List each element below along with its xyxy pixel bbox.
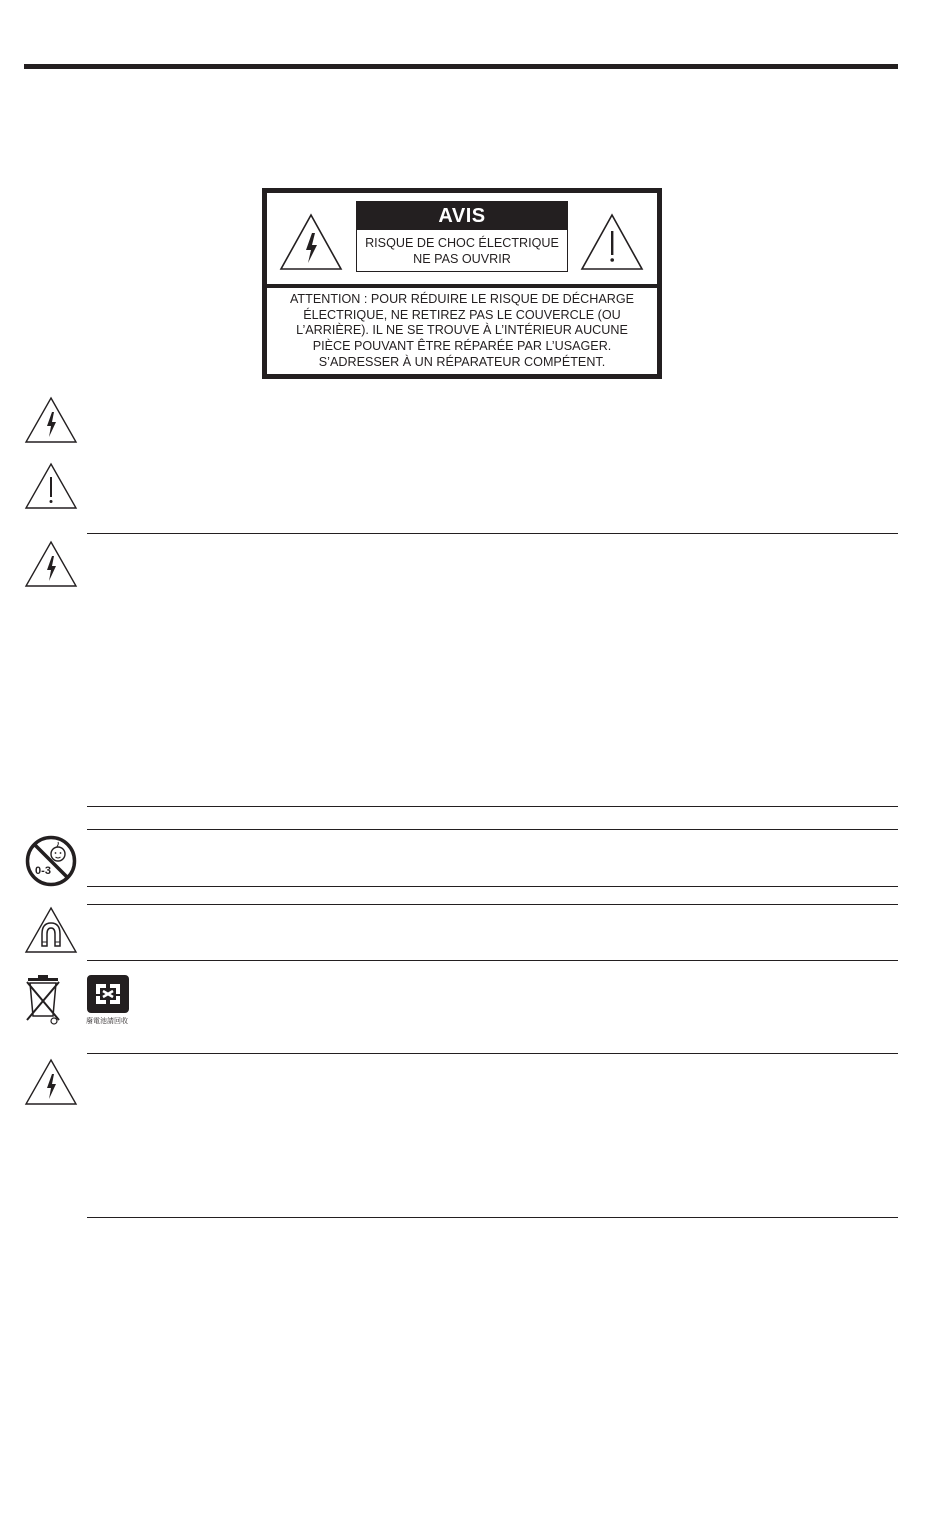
section-divider [87,1217,898,1218]
section-divider [87,960,898,961]
lightning-warning-icon [24,540,78,588]
caution-line: S’ADRESSER À UN RÉPARATEUR COMPÉTENT. [318,354,606,369]
caution-line: ATTENTION : POUR RÉDUIRE LE RISQUE DE DÉCHARGE [289,292,635,306]
age-range-badge: 0-3 [35,865,51,877]
section-divider [87,886,898,887]
section-divider [87,806,898,807]
caution-line: L’ARRIÈRE). IL NE SE TROUVE À L’INTÉRIEUR AUCUNE [296,323,628,338]
avis-panel [356,201,568,272]
section-divider [87,904,898,905]
lightning-warning-icon [24,396,78,444]
lightning-warning-icon [279,213,343,271]
avis-subtitle-line1: RISQUE DE CHOC ÉLECTRIQUE [365,236,559,250]
exclamation-warning-icon [580,213,644,271]
warning-label-divider [267,284,657,288]
magnet-warning-icon [24,906,78,954]
exclamation-warning-icon [24,462,78,510]
section-divider [87,533,898,534]
lightning-warning-icon [24,1058,78,1106]
caution-line: PIÈCE POUVANT ÊTRE RÉPARÉE PAR L’USAGER. [312,339,612,354]
section-divider [87,829,898,830]
top-rule [24,64,898,69]
warning-label-top [267,193,657,284]
battery-recycle-caption: 廢電池請回收 [86,1018,128,1025]
section-divider [87,1053,898,1054]
avis-subtitle-line2: NE PAS OUVRIR [413,252,511,266]
choking-hazard-age-icon [24,834,78,888]
caution-text [267,292,657,374]
warning-label [262,188,662,379]
battery-recycle-icon [86,974,130,1014]
crossed-bin-icon [24,974,64,1026]
caution-line: ÉLECTRIQUE, NE RETIREZ PAS LE COUVERCLE (OU [303,307,621,322]
avis-heading: AVIS [357,202,567,230]
